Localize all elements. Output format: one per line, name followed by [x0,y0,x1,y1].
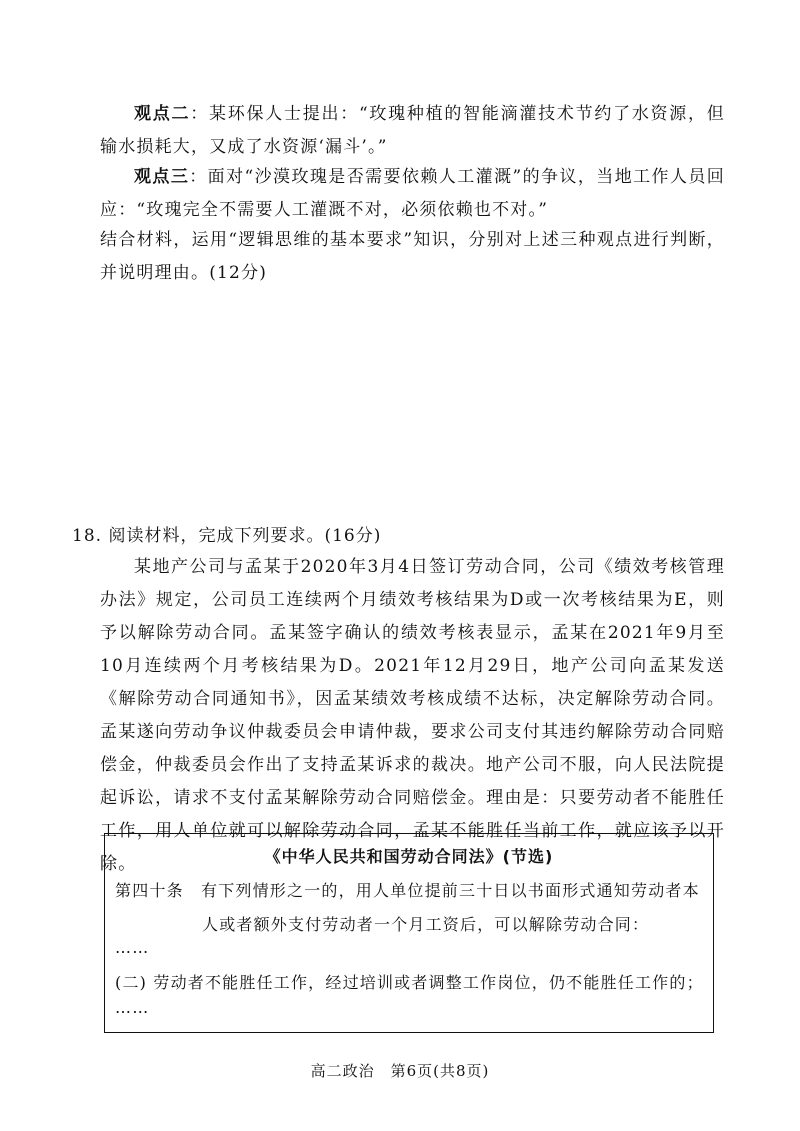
viewpoint-three-text: ：面对“沙漠玫瑰是否需要依赖人工灌溉”的争议，当地工作人员回应：“玫瑰完全不需要人工灌溉不对，必须依赖也不对。” [100,167,725,220]
viewpoint-two [100,98,725,164]
viewpoint-three-label: 观点三 [134,167,190,187]
question-18-heading: 18. 阅读材料，完成下列要求。(16分) [72,526,382,546]
viewpoint-three [100,161,725,227]
ellipsis-2: …… [115,998,150,1017]
article-40-line-2: 人或者额外支付劳动者一个月工资后，可以解除劳动合同： [202,915,650,934]
clause-two: (二) 劳动者不能胜任工作，经过培训或者调整工作岗位，仍不能胜任工作的； [115,973,704,992]
question-18-material: 某地产公司与孟某于2020年3月4日签订劳动合同，公司《绩效考核管理办法》规定，公司员工连续两个月绩效考核结果为D或一次考核结果为E，则予以解除劳动合同。孟某签字确认的绩效考核表显示，孟某在2021年9月至10月连续两个月考核结果为D。2021年12月29日，地产公司向孟某发送《解除劳动合同通知书》，因孟某绩效考核成绩不达标，决定解除劳动合同。孟某遂向劳动争议仲裁委员会申请仲裁，要求公司支付其违约解除劳动合同赔偿金，仲裁委员会作出了支持孟某诉求的裁决。地产公司不服，向人民法院提起诉讼，请求不支付孟某解除劳动合同赔偿金。理由是：只要劳动者不能胜任工作，用人单位就可以解除劳动合同，孟某不能胜任当前工作，就应该予以开除。 [100,557,725,874]
question-17-instruction: 结合材料，运用“逻辑思维的基本要求”知识，分别对上述三种观点进行判断，并说明理由。(12分) [100,230,725,283]
law-excerpt-title: 《中华人民共和国劳动合同法》(节选) [264,847,554,866]
viewpoint-two-text: ：某环保人士提出：“玫瑰种植的智能滴灌技术节约了水资源，但输水损耗大，又成了水资源‘漏斗’。” [100,104,725,157]
law-excerpt-box [104,833,714,1033]
article-40-line-1: 第四十条 有下列情形之一的，用人单位提前三十日以书面形式通知劳动者本 [115,881,700,900]
viewpoint-two-label: 观点二 [134,104,191,124]
ellipsis-1: …… [115,938,150,957]
page-footer: 高二政治 第6页(共8页) [310,1062,490,1080]
